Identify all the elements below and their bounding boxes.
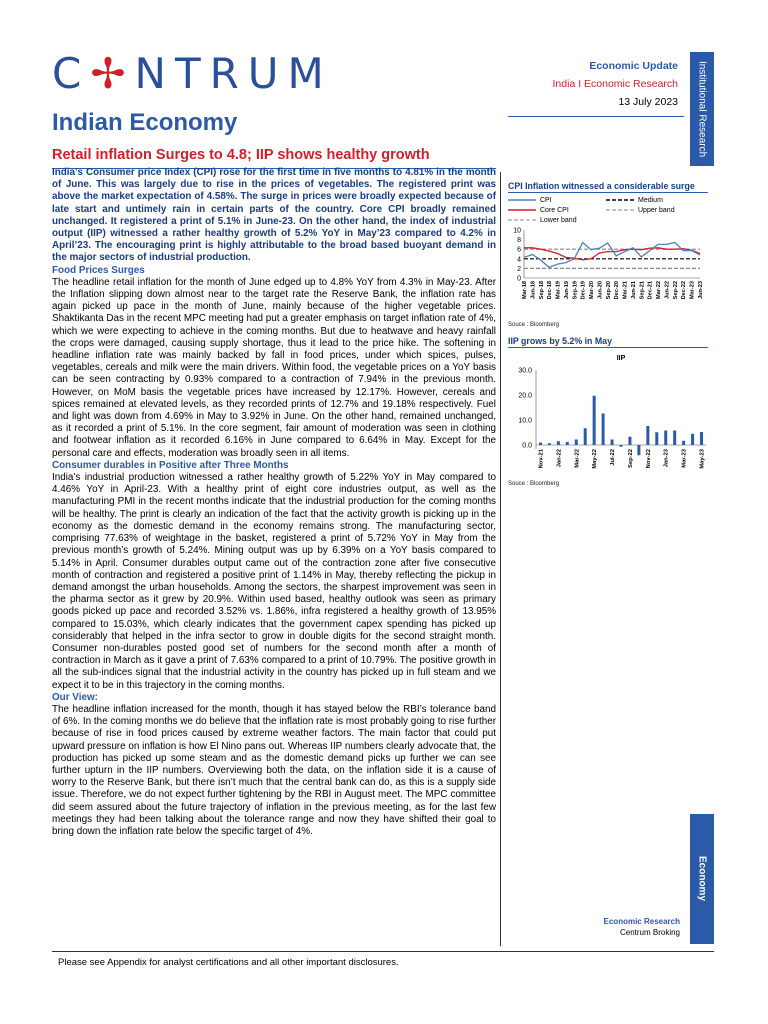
footer-divider xyxy=(52,951,714,952)
iip-chart-panel xyxy=(508,336,708,487)
bar-Dec-21 xyxy=(548,443,551,445)
legend-upper-band xyxy=(606,205,675,215)
y-tick-label: 30.0 xyxy=(518,367,532,375)
bar-Aug-22 xyxy=(620,445,623,447)
legend-medium xyxy=(606,195,675,205)
logo-text: NTRUM xyxy=(134,49,333,98)
research-line: India I Economic Research xyxy=(552,78,678,90)
x-tick-label: Dec-20 xyxy=(614,281,621,300)
legend-label: CPI xyxy=(540,196,552,204)
legend-swatch-cpi xyxy=(508,197,536,203)
x-tick-label: Mar-22 xyxy=(574,449,581,468)
x-tick-label: Nov-21 xyxy=(538,449,545,469)
legend-core-cpi xyxy=(508,205,606,215)
x-tick-label: Mar-20 xyxy=(589,281,596,300)
legend-cpi xyxy=(508,195,606,205)
cpi-chart-panel xyxy=(508,181,708,328)
legend-swatch-medium xyxy=(606,197,634,203)
x-tick-label: Sep-22 xyxy=(672,281,679,300)
bar-Jan-22 xyxy=(557,441,560,445)
legend-swatch-lower xyxy=(508,217,536,223)
series-title: IIP xyxy=(616,355,626,362)
x-tick-label: Jul-22 xyxy=(610,449,617,466)
y-tick-label: 4 xyxy=(517,256,521,264)
bar-Feb-23 xyxy=(673,431,676,446)
chart-title: IIP grows by 5.2% in May xyxy=(508,336,612,346)
x-tick-label: Mar-19 xyxy=(555,281,562,300)
report-type: Economic Update xyxy=(589,60,678,72)
bar-Sep-22 xyxy=(628,437,631,445)
y-tick-label: 8 xyxy=(517,237,521,245)
bar-Nov-21 xyxy=(539,443,542,446)
legend-swatch-upper xyxy=(606,207,634,213)
column-divider xyxy=(500,172,501,946)
page-title: Indian Economy xyxy=(52,109,238,136)
paragraph-food: The headline retail inflation for the month of June edged up to 4.8% YoY from 4.3% in May-23. After the Inflation slipping down almost near to the target rate the Reserve Bank, the inflation rate has again picked up pace in the month of June, mainly because of the higher vegetable prices. Shaktikanta Das in the recent MPC meeting had put a greater emphasis on target inflation rate of 4%, which we were expecting to achieve in the coming months. But due to heatwave and heavy rainfall the crops were damaged, causing supply shortage, thus it lead to the price hike. The softening in headline inflation rate was mainly backed by fall in food prices, under which spices, pulses, vegetables, cereals and milk were the main drivers. Within food, the vegetable prices on a YoY basis can be seen contracting by 0.93% compared to a contraction of 7.94% in the previous month. However, on MoM basis the vegetable prices have increased by 12.17%. However, cereals and spices remained at elevated levels, as they recorded prints of 12.7% and 19.18% respectively. Fuel and light was down from 4.69% in May to 3.92% in June. On the other hand, remained unchanged, as it recorded a print of 5.1%. In the core segment, fair amount of moderation was seen in clothing and footwear inflation as it recorded 6.16% in June compared to 6.64% in May. Except for the personal care and effects, moderation was broadly seen in all items. xyxy=(52,276,496,459)
x-tick-label: Dec-21 xyxy=(647,281,654,300)
bar-Mar-23 xyxy=(682,441,685,445)
y-tick-label: 10 xyxy=(513,227,521,235)
institutional-research-tab: Institutional Research xyxy=(690,52,714,166)
logo-letter-c: C xyxy=(52,49,91,98)
legend-label: Core CPI xyxy=(540,206,569,214)
x-tick-label: Dec-22 xyxy=(681,281,688,300)
bar-Jan-23 xyxy=(664,431,667,446)
cpi-legend xyxy=(508,195,708,225)
bar-Nov-22 xyxy=(646,426,649,445)
x-tick-label: Nov-22 xyxy=(645,449,652,469)
centrum-logo xyxy=(52,50,333,98)
research-credit xyxy=(604,916,680,938)
article-body xyxy=(52,167,496,838)
x-tick-label: Sep-19 xyxy=(572,281,579,300)
economic-research-label: Economic Research xyxy=(603,917,680,926)
section-heading-food: Food Prices Surges xyxy=(52,264,145,276)
firm-name: Centrum Broking xyxy=(619,928,680,937)
x-tick-label: May-22 xyxy=(592,449,599,469)
paragraph-durables: India’s industrial production witnessed a rather healthy growth of 5.22% YoY in May compared to 4.46% YoY in April-23. With a healthy print of eight core industries output, as well as the manufacturing PMI in the recent months indicate that the industrial production for the coming months will be healthy. The print is clearly an indication of the fact that the activity growth is picking up in the economy as the domestic demand in the economy remains strong. The manufacturing sector, comprising 77.63% of weightage in the basket, registered a print of 5.72% YoY in May from the previous month’s growth of 5.24%. Mining output was up by 6.39% on a YoY basis compared to 5.14% in April. Consumer durables output came out of the contraction zone after five consecutive month of contraction and registered a positive print of 1.14% in May, thereby reflecting the pickup in demand amongst the urban households. Among the sectors, the sharpest improvement was seen in the pharma sector as it grew by 20.9%. Within used based, healthy outlook was seen as primary goods picked up pace and recorded 3.52% vs. 1.86%, infra registered a healthy growth of 13.95% compared to 15.03%, which clearly indicates that the government capex spending has picked up considerably that helped in the infra sector to grow in double digits for the second straight month. Consumer non-durables posted good set of numbers for the second month after a month of contraction in March as it gave a print of 7.63% compared to a print of 10.79%. The positive growth in all the sub-indices signal that the industrial activity in the country has picked up in full steam and we expect it to be in this trajectory in the coming months. xyxy=(52,472,496,691)
bar-Feb-22 xyxy=(566,442,569,445)
x-tick-label: Jan-23 xyxy=(663,449,670,468)
meta-divider xyxy=(508,116,684,117)
legend-label: Upper band xyxy=(638,206,675,214)
headline: Retail inflation Surges to 4.8; IIP shows healthy growth xyxy=(52,147,430,163)
report-meta xyxy=(553,57,678,111)
chart-title-rule xyxy=(508,192,708,193)
x-tick-label: Dec-18 xyxy=(547,281,554,300)
bar-Jun-22 xyxy=(602,414,605,446)
x-tick-label: Sep-22 xyxy=(627,449,634,469)
x-tick-label: Mar-23 xyxy=(689,281,696,300)
bar-May-22 xyxy=(593,396,596,445)
cpi-line-chart xyxy=(508,225,708,317)
economy-tab: Economy xyxy=(690,814,714,944)
x-tick-label: Mar-22 xyxy=(656,281,663,300)
legend-lower-band xyxy=(508,215,606,225)
bar-Apr-22 xyxy=(584,428,587,445)
legend-label: Lower band xyxy=(540,216,577,224)
bar-Dec-22 xyxy=(655,432,658,445)
report-date: 13 July 2023 xyxy=(618,96,678,108)
x-tick-label: Sep-21 xyxy=(639,281,646,300)
bar-May-23 xyxy=(700,432,703,445)
x-tick-label: Mar-18 xyxy=(522,281,528,300)
bar-Jul-22 xyxy=(611,440,614,446)
x-tick-label: Dec-19 xyxy=(580,281,587,300)
x-tick-label: Jun-21 xyxy=(630,281,637,300)
y-tick-label: 0 xyxy=(517,275,521,283)
y-tick-label: 10.0 xyxy=(518,417,532,425)
x-tick-label: Sep-20 xyxy=(605,281,612,300)
x-tick-label: Mar-21 xyxy=(622,281,629,300)
x-tick-label: Jun-19 xyxy=(563,281,570,300)
x-tick-label: Jun-20 xyxy=(597,281,604,300)
bar-Apr-23 xyxy=(691,434,694,445)
x-tick-label: Jun-23 xyxy=(698,281,704,300)
lead-paragraph: India’s Consumer price Index (CPI) rose for the first time in five months to 4.81% in the month of June. This was largely due to rise in the prices of vegetables. The registered print was above the market expectation of 4.58%. The surge in prices were broadly expected because of late start and untimely rain in certain parts of the country. Core CPI broadly remained unchanged. It registered a print of 5.1% in June-23. On the other hand, the index of industrial output (IIP) witnessed a rather healthy growth of 5.2% YoY in May’23 compared to 4.2% in April’23. The encouraging print is highly attributable to the broad based buoyant demand in the major sectors of industrial production. xyxy=(52,167,496,264)
chart-title: CPI Inflation witnessed a considerable surge xyxy=(508,181,695,191)
series-line-cpi xyxy=(524,243,700,268)
legend-label: Medium xyxy=(638,196,663,204)
x-tick-label: May-23 xyxy=(699,449,706,469)
chart-source: Souce : Bloomberg xyxy=(508,322,560,328)
section-heading-view: Our View: xyxy=(52,691,98,703)
y-tick-label: 20.0 xyxy=(518,392,532,400)
bar-Oct-22 xyxy=(637,445,640,455)
paragraph-view: The headline inflation increased for the month, though it has stayed below the RBI’s tolerance band of 6%. In the coming months we do believe that the inflation rate is most probably going to rise further because of rise in food prices caused by extreme weather factors. The main factor that could put upward pressure on inflation is how El Nino pans out. Whereas IIP numbers clearly advocate that, the production has picked up some steam and as the domestic demand picks up further we can see further upturn in the IIP numbers. Overviewing both the data, on the inflation side it is a cause of worry to the Reserve Bank, but there isn’t much that the central bank can do, as this is a supply side issue. Therefore, we do not expect further tightening by the RBI in August meet. The MPC committee did seem assured about the future trajectory of inflation in the previous meeting, as for the last few meetings they had been talking about the tolerance range and now they have shifted their goal to bring down the inflation rate below the specific target of 4%. xyxy=(52,703,496,837)
x-tick-label: Mar-23 xyxy=(681,449,688,468)
disclaimer: Please see Appendix for analyst certifications and all other important disclosures. xyxy=(58,957,399,968)
x-tick-label: Jun-22 xyxy=(664,281,671,300)
section-heading-durables: Consumer durables in Positive after Three Months xyxy=(52,459,289,471)
iip-bar-chart xyxy=(508,348,708,476)
logo-star-icon: ✢ xyxy=(90,49,135,98)
legend-swatch-core xyxy=(508,207,536,213)
chart-source: Souce : Bloomberg xyxy=(508,481,560,487)
bar-Mar-22 xyxy=(575,440,578,446)
y-tick-label: 0.0 xyxy=(522,442,532,450)
y-tick-label: 2 xyxy=(517,265,521,273)
x-tick-label: Jan-22 xyxy=(556,449,563,468)
x-tick-label: Jun-18 xyxy=(530,281,537,300)
x-tick-label: Sep-18 xyxy=(538,281,545,300)
y-tick-label: 6 xyxy=(517,246,521,254)
